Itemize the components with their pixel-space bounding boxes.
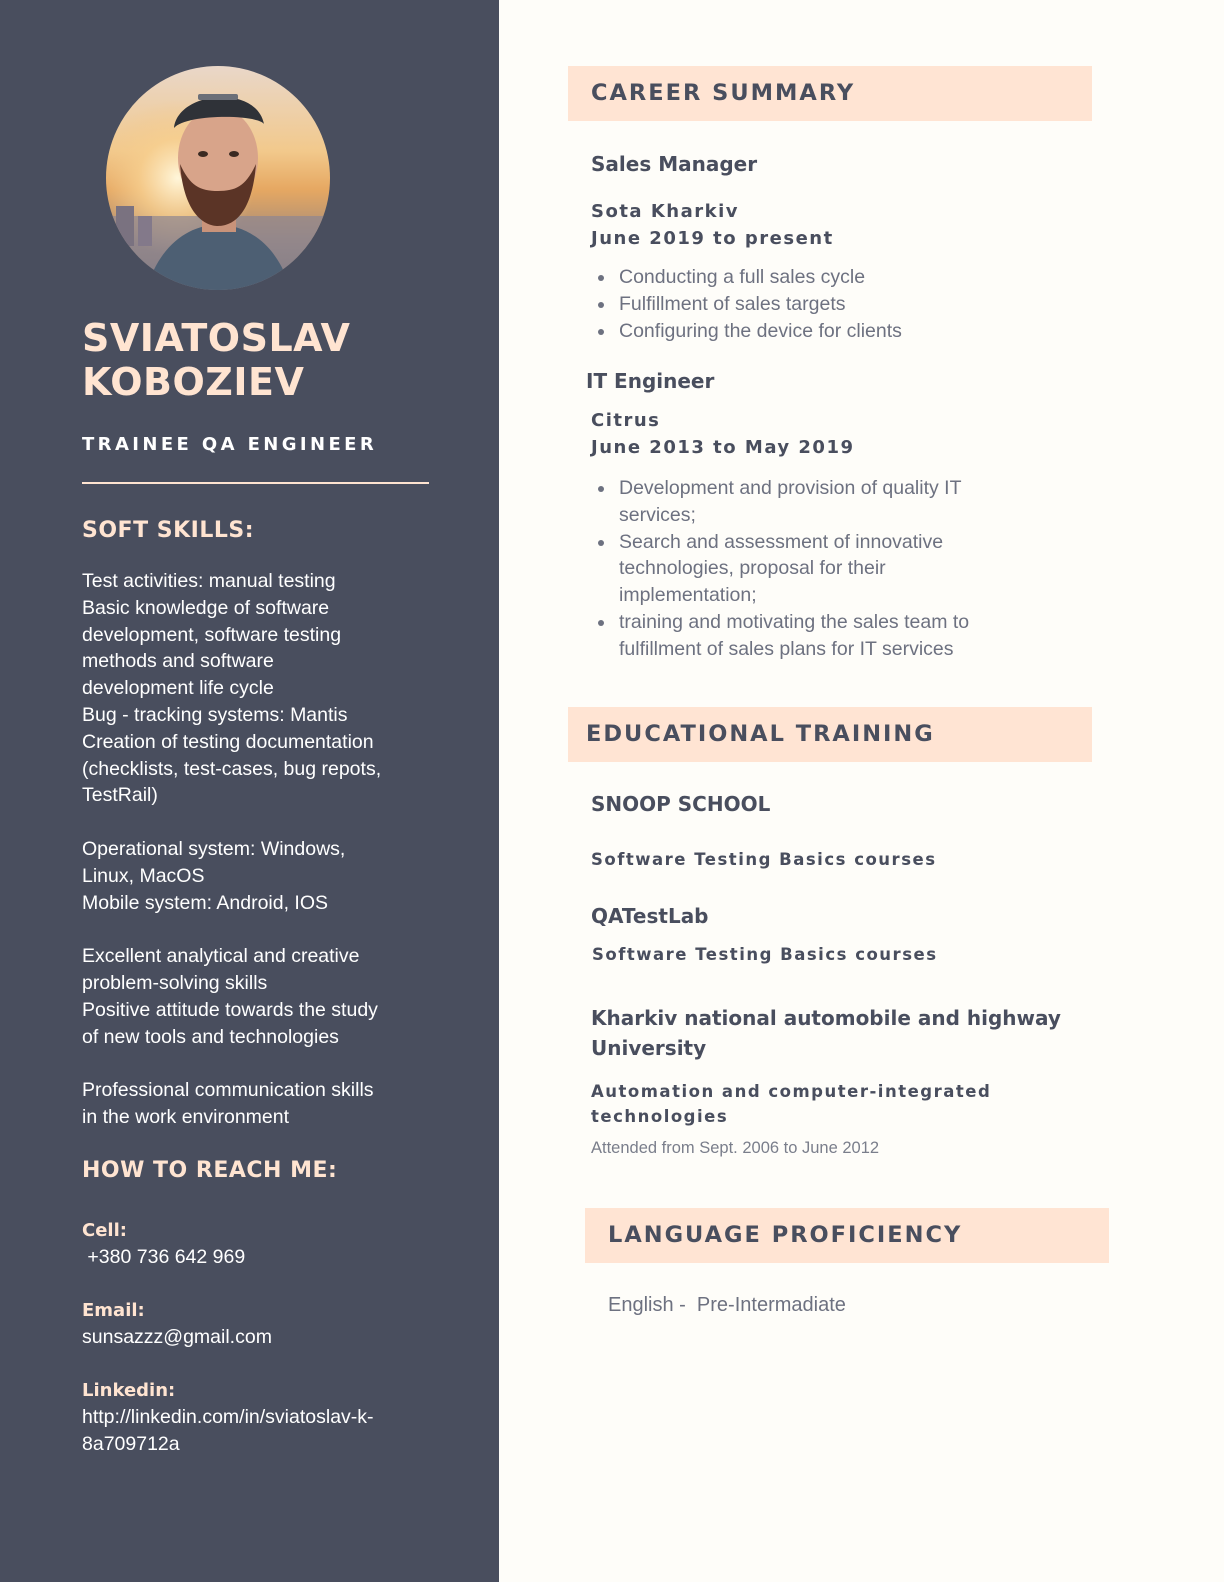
job-period: June 2013 to May 2019 xyxy=(591,437,855,458)
job-title: TRAINEE QA ENGINEER xyxy=(82,434,378,455)
school-name-line: University xyxy=(591,1036,707,1060)
course-line: Automation and computer-integrated xyxy=(591,1082,992,1101)
course-line: Software Testing Basics courses xyxy=(592,945,938,964)
linkedin-url-line-1[interactable]: http://linkedin.com/in/sviatoslav-k- xyxy=(82,1406,374,1428)
email-label: Email: xyxy=(82,1300,145,1321)
skill-line: Test activities: manual testing xyxy=(82,570,336,592)
education-bar xyxy=(568,707,1092,762)
avatar xyxy=(106,66,330,290)
duty-text-line: training and motivating the sales team to xyxy=(619,610,970,633)
skill-line: Excellent analytical and creative xyxy=(82,945,360,968)
duty-item xyxy=(591,318,902,345)
duty-item xyxy=(591,529,969,609)
school-name xyxy=(591,789,770,819)
duty-text-line: Configuring the device for clients xyxy=(619,319,902,342)
soft-skills-list xyxy=(82,568,442,1131)
duty-text-line: services; xyxy=(619,503,696,526)
duty-text-line: Development and provision of quality IT xyxy=(619,477,962,499)
duty-item xyxy=(591,264,902,291)
contact-cell xyxy=(82,1218,442,1271)
skill-line: of new tools and technologies xyxy=(82,1025,339,1048)
skill-line: Mobile system: Android, IOS xyxy=(82,891,329,914)
school-course xyxy=(592,942,938,967)
skill-line: Linux, MacOS xyxy=(82,864,205,887)
duty-text-line: Conducting a full sales cycle xyxy=(619,266,866,288)
job-company: Sota Kharkiv xyxy=(591,201,740,222)
language-bar xyxy=(585,1208,1109,1263)
school-course xyxy=(591,847,937,872)
name-line-1: SVIATOSLAV xyxy=(82,316,351,360)
duty-text-line: technologies, proposal for their xyxy=(619,557,886,580)
job-duties-list xyxy=(591,475,969,663)
school-name-line: SNOOP SCHOOL xyxy=(591,792,771,816)
skill-line: Bug - tracking systems: Mantis xyxy=(82,703,348,726)
name-line-2: KOBOZIEV xyxy=(82,360,305,404)
skills-spacer xyxy=(82,916,442,943)
skill-line: Basic knowledge of software xyxy=(82,596,330,619)
duty-item xyxy=(591,475,969,529)
job-duties-list xyxy=(591,264,902,344)
soft-skills-heading: SOFT SKILLS: xyxy=(82,518,254,543)
skill-line: in the work environment xyxy=(82,1105,290,1128)
skill-line: development, software testing xyxy=(82,623,342,646)
skill-line: Creation of testing documentation xyxy=(82,730,374,753)
skill-line: (checklists, test-cases, bug repots, xyxy=(82,757,382,780)
duty-text-line: fulfillment of sales plans for IT services xyxy=(619,637,954,660)
candidate-name xyxy=(82,316,350,404)
skill-line: Positive attitude towards the study xyxy=(82,998,378,1021)
skill-line: development life cycle xyxy=(82,677,274,700)
email-value[interactable]: sunsazzz@gmail.com xyxy=(82,1326,272,1348)
language-heading: LANGUAGE PROFICIENCY xyxy=(608,1222,963,1248)
linkedin-label: Linkedin: xyxy=(82,1380,176,1401)
career-summary-bar xyxy=(568,66,1092,121)
course-line: Software Testing Basics courses xyxy=(591,850,937,869)
attendance-note: Attended from Sept. 2006 to June 2012 xyxy=(591,1139,880,1157)
cell-label: Cell: xyxy=(82,1220,127,1241)
skills-spacer xyxy=(82,809,442,836)
job-period: June 2019 to present xyxy=(591,228,834,249)
profile-photo-image xyxy=(106,66,330,290)
contact-email xyxy=(82,1298,442,1351)
school-name xyxy=(591,901,709,931)
job-meta xyxy=(591,198,834,252)
job-role: IT Engineer xyxy=(586,369,715,393)
skill-line: methods and software xyxy=(82,650,274,673)
language-item: English - Pre-Intermadiate xyxy=(608,1294,846,1316)
skill-line: TestRail) xyxy=(82,784,158,807)
school-course xyxy=(591,1079,991,1129)
linkedin-url-line-2[interactable]: 8a709712a xyxy=(82,1432,180,1455)
skill-line: Professional communication skills xyxy=(82,1079,374,1102)
contact-linkedin xyxy=(82,1378,442,1457)
sidebar xyxy=(0,0,499,1582)
school-name xyxy=(591,1003,1061,1063)
job-role: Sales Manager xyxy=(591,152,758,176)
job-company: Citrus xyxy=(591,410,661,431)
job-meta xyxy=(591,407,855,461)
skill-line: problem-solving skills xyxy=(82,971,268,994)
duty-item xyxy=(591,291,902,318)
contact-heading: HOW TO REACH ME: xyxy=(82,1158,338,1183)
skill-line: Operational system: Windows, xyxy=(82,837,346,860)
duty-text-line: Search and assessment of innovative xyxy=(619,530,944,553)
course-line: technologies xyxy=(591,1107,729,1126)
education-heading: EDUCATIONAL TRAINING xyxy=(586,721,935,747)
duty-text-line: implementation; xyxy=(619,584,757,607)
sidebar-divider xyxy=(82,482,429,484)
skills-spacer xyxy=(82,1050,442,1077)
duty-text-line: Fulfillment of sales targets xyxy=(619,292,846,315)
career-summary-heading: CAREER SUMMARY xyxy=(591,80,856,106)
school-name-line: Kharkiv national automobile and highway xyxy=(591,1006,1061,1030)
school-name-line: QATestLab xyxy=(591,904,709,928)
duty-item xyxy=(591,609,969,663)
cell-value[interactable]: +380 736 642 969 xyxy=(82,1246,246,1268)
